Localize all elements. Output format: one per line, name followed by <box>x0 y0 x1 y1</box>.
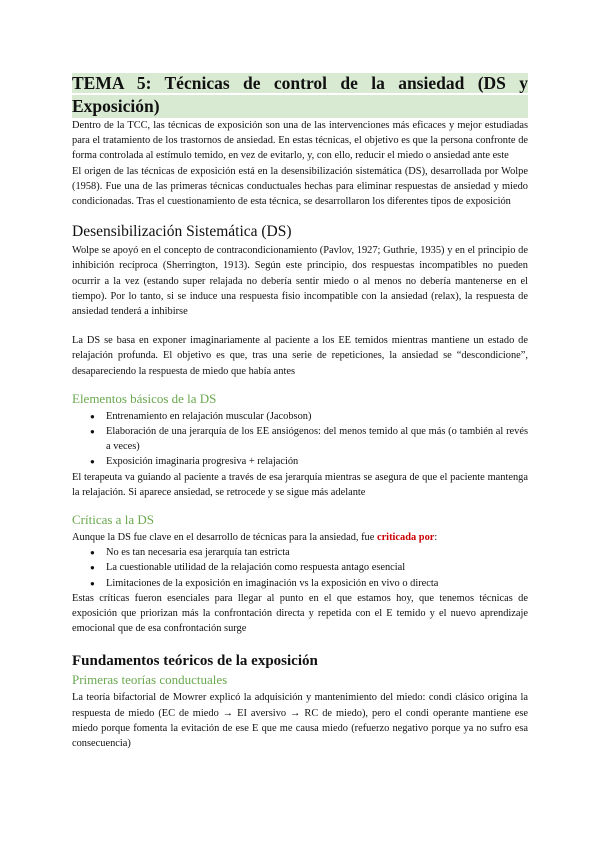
ds-heading: Desensibilización Sistemática (DS) <box>72 223 292 241</box>
criticas-heading: Críticas a la DS <box>72 512 154 528</box>
bullet-icon: ● <box>90 457 95 467</box>
criticada-por-emphasis: criticada por <box>376 532 435 544</box>
criticas-list <box>72 545 528 591</box>
list-item: ● Limitaciones de la exposición en imaginación vs la exposición en vivo o directa <box>106 576 528 591</box>
ds-paragraph-2: La DS se basa en exponer imaginariamente al paciente a los EE temidos mientras mantiene un estado de relajación profunda. El objetivo es que, tras una serie de repeticiones, la ansiedad se “descondicione”, desapareciendo la respuesta de miedo que había antes <box>72 335 528 377</box>
bullet-icon: ● <box>90 578 95 588</box>
bullet-icon: ● <box>90 427 95 437</box>
title-line-2: Exposición) <box>72 96 160 116</box>
fundamentos-heading: Fundamentos teóricos de la exposición <box>72 653 318 670</box>
criticas-lead: Aunque la DS fue clave en el desarrollo de técnicas para la ansiedad, fue criticada por: <box>72 532 438 544</box>
bullet-icon: ● <box>90 563 95 573</box>
elementos-paragraph: El terapeuta va guiando al paciente a través de esa jerarquía mientras se asegura de que el paciente mantenga la relajación. Si aparece ansiedad, se retrocede y se sigue más adelante <box>72 471 528 498</box>
fundamentos-paragraph: La teoría bifactorial de Mowrer explicó la adquisición y mantenimiento del miedo: condi clásico origina la respuesta de miedo (EC de miedo → EI aversivo → RC de miedo), pero el condi operante mantiene ese miedo porque fomenta la evitación de ese E que me causa miedo (refuerzo negativo porque ya no sufro esa consecuencia) <box>72 692 528 750</box>
document-body <box>72 72 528 751</box>
intro-paragraph-1: Dentro de la TCC, las técnicas de exposición son una de las intervenciones más eficaces y mejor estudiadas para el tratamiento de los trastornos de ansiedad. En estas técnicas, el objetivo es que la persona confronte de forma controlada al estímulo temido, en vez de evitarlo, y, con ello, reducir el miedo o ansiedad ante este <box>72 120 528 162</box>
ds-paragraph-1: Wolpe se apoyó en el concepto de contracondicionamiento (Pavlov, 1927; Guthrie, 1935) y en el principio de inhibición recíproca (Sherrington, 1913). Según este principio, dos respuestas incompatibles no pueden ocurrir a la vez (estando super relajada no debería sentir miedo o al menos no debería mantenerse en el tiempo). Por lo tanto, si se induce una respuesta fisio incompatible con la ansiedad (relax), la respuesta de ansiedad tenderá a inhibirse <box>72 245 528 318</box>
title-line-1: TEMA 5: Técnicas de control de la ansiedad (DS y <box>72 73 528 93</box>
intro-paragraph-2: El origen de las técnicas de exposición está en la desensibilización sistemática (DS), desarrollada por Wolpe (1958). Fue una de las primeras técnicas conductuales hechas para eliminar respuestas de ansiedad y miedo condicionadas. Tras el cuestionamiento de esta técnica, se desarrollaron los diferentes tipos de exposición <box>72 165 528 208</box>
bullet-icon: ● <box>90 548 95 558</box>
elementos-heading: Elementos básicos de la DS <box>72 390 217 406</box>
fundamentos-subheading: Primeras teorías conductuales <box>72 672 228 688</box>
page-title <box>72 72 528 118</box>
bullet-icon: ● <box>90 411 95 421</box>
list-item: ● Elaboración de una jerarquía de los EE ansiógenos: del menos temido al que más (o también al revés a veces) <box>90 426 528 453</box>
list-item: ● Exposición imaginaria progresiva + relajación <box>106 454 528 469</box>
list-item: ● La cuestionable utilidad de la relajación como respuesta antago esencial <box>106 560 528 575</box>
criticas-paragraph: Estas críticas fueron esenciales para llegar al punto en el que estamos hoy, que tenemos técnicas de exposición que priorizan más la confrontación directa y repetida con el E temido y el nuevo aprendizaje emocional que de esa confrontación surge <box>72 592 528 635</box>
list-item: ● No es tan necesaria esa jerarquía tan estricta <box>106 545 528 560</box>
list-item: ● Entrenamiento en relajación muscular (Jacobson) <box>106 409 528 424</box>
elementos-list <box>72 409 528 470</box>
